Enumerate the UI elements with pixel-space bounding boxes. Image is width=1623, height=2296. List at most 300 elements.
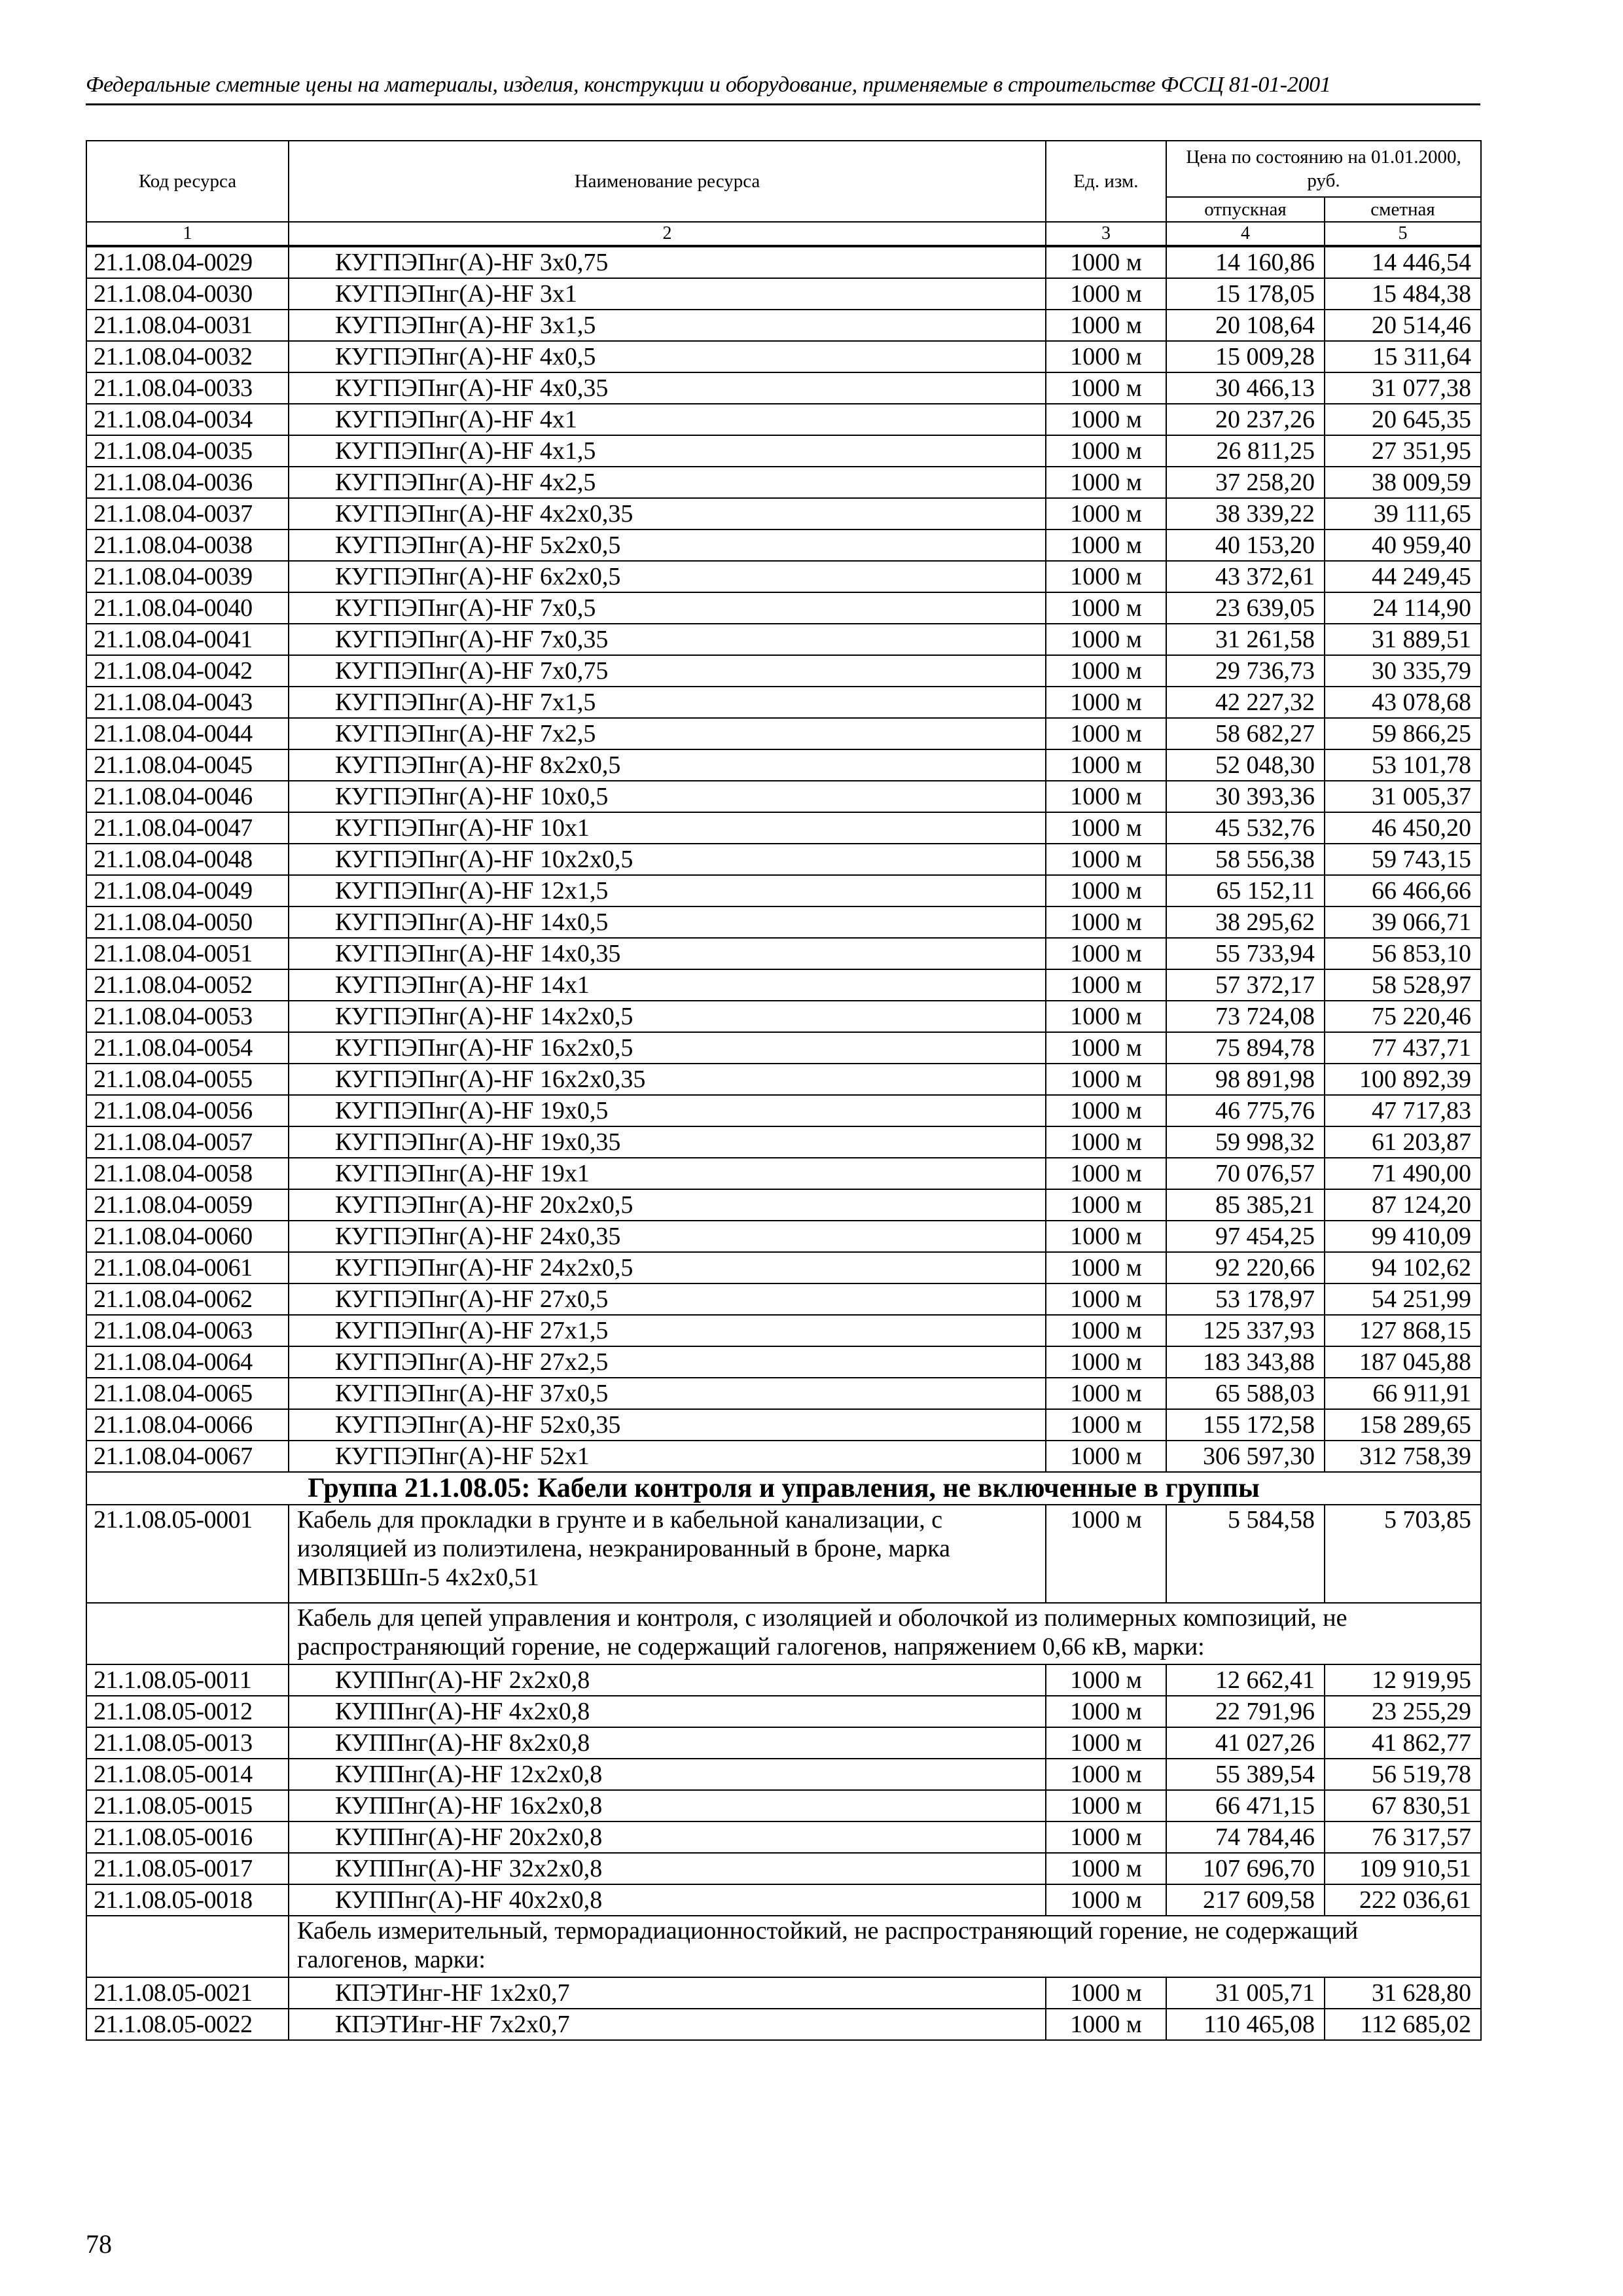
cell-release-price: 58 556,38 xyxy=(1166,844,1325,875)
cell-code: 21.1.08.04-0037 xyxy=(86,498,289,529)
table-row xyxy=(86,906,1481,938)
cell-unit: 1000 м xyxy=(1046,938,1166,969)
cell-unit: 1000 м xyxy=(1046,1158,1166,1189)
section-kpeti-desc xyxy=(86,1916,1481,1977)
cell-release-price: 74 784,46 xyxy=(1166,1821,1325,1853)
cell-code: 21.1.08.05-0012 xyxy=(86,1696,289,1727)
cell-estimate-price: 67 830,51 xyxy=(1325,1790,1481,1821)
cell-name: КУГПЭПнг(А)-HF 7х2,5 xyxy=(289,718,1046,749)
cell-unit: 1000 м xyxy=(1046,1759,1166,1790)
cell-release-price: 59 998,32 xyxy=(1166,1126,1325,1158)
cell-release-price: 53 178,97 xyxy=(1166,1283,1325,1315)
table-row xyxy=(86,1221,1481,1252)
table-row xyxy=(86,278,1481,310)
cell-release-price: 70 076,57 xyxy=(1166,1158,1325,1189)
cell-unit: 1000 м xyxy=(1046,1221,1166,1252)
table-row xyxy=(86,1095,1481,1126)
cell-release-price: 66 471,15 xyxy=(1166,1790,1325,1821)
cell-code: 21.1.08.04-0044 xyxy=(86,718,289,749)
cell-unit: 1000 м xyxy=(1046,1853,1166,1884)
cell-estimate-price: 222 036,61 xyxy=(1325,1884,1481,1916)
cell-estimate-price: 187 045,88 xyxy=(1325,1346,1481,1378)
table-row xyxy=(86,1759,1481,1790)
cell-code: 21.1.08.04-0032 xyxy=(86,341,289,372)
table-row xyxy=(86,1346,1481,1378)
cell-name: КУППнг(А)-HF 8х2х0,8 xyxy=(289,1727,1046,1759)
cell-name: КУГПЭПнг(А)-HF 19х0,35 xyxy=(289,1126,1046,1158)
cell-release-price: 30 466,13 xyxy=(1166,372,1325,404)
cell-name: КУГПЭПнг(А)-HF 6х2х0,5 xyxy=(289,561,1046,592)
cell-name: КУГПЭПнг(А)-HF 10х2х0,5 xyxy=(289,844,1046,875)
cell-name: КУГПЭПнг(А)-HF 16х2х0,35 xyxy=(289,1064,1046,1095)
cell-code: 21.1.08.04-0065 xyxy=(86,1378,289,1409)
cell-unit: 1000 м xyxy=(1046,1001,1166,1032)
cell-code: 21.1.08.04-0050 xyxy=(86,906,289,938)
cell-estimate-price: 87 124,20 xyxy=(1325,1189,1481,1221)
table-row xyxy=(86,1977,1481,2009)
cell-release-price: 30 393,36 xyxy=(1166,781,1325,812)
cell-release-price: 12 662,41 xyxy=(1166,1664,1325,1696)
cell-release-price: 20 237,26 xyxy=(1166,404,1325,435)
cell-unit: 1000 м xyxy=(1046,1664,1166,1696)
section-kpeti xyxy=(86,1977,1481,2040)
cell-code: 21.1.08.04-0064 xyxy=(86,1346,289,1378)
cell-estimate-price: 20 645,35 xyxy=(1325,404,1481,435)
cell-unit: 1000 м xyxy=(1046,278,1166,310)
table-row xyxy=(86,341,1481,372)
cell-release-price: 97 454,25 xyxy=(1166,1221,1325,1252)
cell-code: 21.1.08.04-0035 xyxy=(86,435,289,467)
cell-name: КУГПЭПнг(А)-HF 3х1 xyxy=(289,278,1046,310)
cell-unit: 1000 м xyxy=(1046,246,1166,278)
cell-unit: 1000 м xyxy=(1046,1189,1166,1221)
cell-unit: 1000 м xyxy=(1046,1064,1166,1095)
cell-estimate-price: 54 251,99 xyxy=(1325,1283,1481,1315)
table-row xyxy=(86,404,1481,435)
table-row xyxy=(86,1158,1481,1189)
cell-unit: 1000 м xyxy=(1046,1441,1166,1472)
table-row xyxy=(86,781,1481,812)
col-header-unit: Ед. изм. xyxy=(1046,141,1166,222)
cell-estimate-price: 100 892,39 xyxy=(1325,1064,1481,1095)
cell-empty xyxy=(86,1916,289,1977)
cell-estimate-price: 56 519,78 xyxy=(1325,1759,1481,1790)
table-row xyxy=(86,1378,1481,1409)
page-number: 78 xyxy=(86,2229,112,2259)
table-row xyxy=(86,1001,1481,1032)
cell-unit: 1000 м xyxy=(1046,687,1166,718)
cell-unit: 1000 м xyxy=(1046,310,1166,341)
table-row xyxy=(86,1853,1481,1884)
cell-unit: 1000 м xyxy=(1046,1790,1166,1821)
cell-name: КУГПЭПнг(А)-HF 14х1 xyxy=(289,969,1046,1001)
section-kugpep xyxy=(86,246,1481,1472)
cell-code: 21.1.08.04-0029 xyxy=(86,246,289,278)
cell-code: 21.1.08.04-0057 xyxy=(86,1126,289,1158)
table-row xyxy=(86,1064,1481,1095)
table-row xyxy=(86,467,1481,498)
cell-unit: 1000 м xyxy=(1046,969,1166,1001)
cell-estimate-price: 12 919,95 xyxy=(1325,1664,1481,1696)
cell-estimate-price: 56 853,10 xyxy=(1325,938,1481,969)
cell-code: 21.1.08.05-0001 xyxy=(86,1505,289,1603)
cell-name: КУГПЭПнг(А)-HF 24х0,35 xyxy=(289,1221,1046,1252)
cell-code: 21.1.08.05-0022 xyxy=(86,2009,289,2040)
table-row xyxy=(86,1505,1481,1603)
table-row xyxy=(86,938,1481,969)
table-row xyxy=(86,1727,1481,1759)
cell-code: 21.1.08.04-0059 xyxy=(86,1189,289,1221)
cell-name: КУГПЭПнг(А)-HF 14х2х0,5 xyxy=(289,1001,1046,1032)
cell-release-price: 14 160,86 xyxy=(1166,246,1325,278)
table-row xyxy=(86,592,1481,624)
cell-code: 21.1.08.05-0011 xyxy=(86,1664,289,1696)
cell-code: 21.1.08.04-0051 xyxy=(86,938,289,969)
cell-code: 21.1.08.04-0038 xyxy=(86,529,289,561)
cell-release-price: 22 791,96 xyxy=(1166,1696,1325,1727)
cell-code: 21.1.08.04-0056 xyxy=(86,1095,289,1126)
cell-estimate-price: 53 101,78 xyxy=(1325,749,1481,781)
cell-name: КПЭТИнг-HF 7х2х0,7 xyxy=(289,2009,1046,2040)
cell-release-price: 110 465,08 xyxy=(1166,2009,1325,2040)
table-row xyxy=(86,1126,1481,1158)
cell-estimate-price: 158 289,65 xyxy=(1325,1409,1481,1441)
cell-release-price: 38 295,62 xyxy=(1166,906,1325,938)
cell-estimate-price: 15 311,64 xyxy=(1325,341,1481,372)
cell-code: 21.1.08.04-0060 xyxy=(86,1221,289,1252)
cell-release-price: 38 339,22 xyxy=(1166,498,1325,529)
cell-estimate-price: 77 437,71 xyxy=(1325,1032,1481,1064)
cell-name: КУГПЭПнг(А)-HF 3х0,75 xyxy=(289,246,1046,278)
cell-release-price: 43 372,61 xyxy=(1166,561,1325,592)
cell-code: 21.1.08.04-0053 xyxy=(86,1001,289,1032)
cell-code: 21.1.08.04-0054 xyxy=(86,1032,289,1064)
table-row xyxy=(86,812,1481,844)
cell-code: 21.1.08.04-0033 xyxy=(86,372,289,404)
cell-unit: 1000 м xyxy=(1046,655,1166,687)
col-header-price-group: Цена по состоянию на 01.01.2000, руб. xyxy=(1166,141,1481,197)
cell-estimate-price: 59 743,15 xyxy=(1325,844,1481,875)
cell-release-price: 15 178,05 xyxy=(1166,278,1325,310)
cell-name: КУГПЭПнг(А)-HF 4х2х0,35 xyxy=(289,498,1046,529)
price-table xyxy=(86,140,1482,2041)
table-row xyxy=(86,1252,1481,1283)
cell-unit: 1000 м xyxy=(1046,844,1166,875)
cell-estimate-price: 31 889,51 xyxy=(1325,624,1481,655)
description-row xyxy=(86,1916,1481,1977)
section-kupp xyxy=(86,1664,1481,1916)
col-header-code: Код ресурса xyxy=(86,141,289,222)
cell-unit: 1000 м xyxy=(1046,812,1166,844)
cell-unit: 1000 м xyxy=(1046,1727,1166,1759)
cell-release-price: 46 775,76 xyxy=(1166,1095,1325,1126)
cell-code: 21.1.08.04-0034 xyxy=(86,404,289,435)
cell-unit: 1000 м xyxy=(1046,1696,1166,1727)
cell-unit: 1000 м xyxy=(1046,1126,1166,1158)
cell-estimate-price: 14 446,54 xyxy=(1325,246,1481,278)
cell-release-price: 125 337,93 xyxy=(1166,1315,1325,1346)
cell-release-price: 42 227,32 xyxy=(1166,687,1325,718)
cell-unit: 1000 м xyxy=(1046,372,1166,404)
cell-name: КУППнг(А)-HF 4х2х0,8 xyxy=(289,1696,1046,1727)
cell-name: КУППнг(А)-HF 12х2х0,8 xyxy=(289,1759,1046,1790)
cell-estimate-price: 5 703,85 xyxy=(1325,1505,1481,1603)
cell-release-price: 92 220,66 xyxy=(1166,1252,1325,1283)
cell-unit: 1000 м xyxy=(1046,341,1166,372)
cell-code: 21.1.08.04-0058 xyxy=(86,1158,289,1189)
group-header: Группа 21.1.08.05: Кабели контроля и управления, не включенные в группы xyxy=(86,1472,1481,1505)
table-row xyxy=(86,246,1481,278)
cell-release-price: 58 682,27 xyxy=(1166,718,1325,749)
cell-code: 21.1.08.04-0049 xyxy=(86,875,289,906)
cell-unit: 1000 м xyxy=(1046,404,1166,435)
col-number: 3 xyxy=(1046,222,1166,246)
table-row xyxy=(86,1664,1481,1696)
cell-code: 21.1.08.04-0066 xyxy=(86,1409,289,1441)
table-row xyxy=(86,1884,1481,1916)
cell-release-price: 40 153,20 xyxy=(1166,529,1325,561)
table-row xyxy=(86,1790,1481,1821)
cell-code: 21.1.08.04-0067 xyxy=(86,1441,289,1472)
cell-estimate-price: 75 220,46 xyxy=(1325,1001,1481,1032)
cell-estimate-price: 47 717,83 xyxy=(1325,1095,1481,1126)
cell-unit: 1000 м xyxy=(1046,561,1166,592)
table-row xyxy=(86,1032,1481,1064)
cell-name: КУГПЭПнг(А)-HF 4х1,5 xyxy=(289,435,1046,467)
cell-estimate-price: 71 490,00 xyxy=(1325,1158,1481,1189)
cell-estimate-price: 23 255,29 xyxy=(1325,1696,1481,1727)
table-row xyxy=(86,310,1481,341)
cell-code: 21.1.08.04-0040 xyxy=(86,592,289,624)
cell-estimate-price: 24 114,90 xyxy=(1325,592,1481,624)
table-row xyxy=(86,1409,1481,1441)
cell-name: КУГПЭПнг(А)-HF 14х0,5 xyxy=(289,906,1046,938)
cell-estimate-price: 39 066,71 xyxy=(1325,906,1481,938)
cell-unit: 1000 м xyxy=(1046,1346,1166,1378)
cell-name: КУГПЭПнг(А)-HF 14х0,35 xyxy=(289,938,1046,969)
cell-release-price: 107 696,70 xyxy=(1166,1853,1325,1884)
section-group-0805 xyxy=(86,1472,1481,1664)
table-row xyxy=(86,2009,1481,2040)
description-row xyxy=(86,1603,1481,1664)
cell-estimate-price: 30 335,79 xyxy=(1325,655,1481,687)
cell-estimate-price: 66 911,91 xyxy=(1325,1378,1481,1409)
cell-release-price: 45 532,76 xyxy=(1166,812,1325,844)
cell-release-price: 306 597,30 xyxy=(1166,1441,1325,1472)
cell-unit: 1000 м xyxy=(1046,1095,1166,1126)
cell-name: КУГПЭПнг(А)-HF 7х1,5 xyxy=(289,687,1046,718)
cell-release-price: 155 172,58 xyxy=(1166,1409,1325,1441)
cell-release-price: 73 724,08 xyxy=(1166,1001,1325,1032)
cell-release-price: 55 733,94 xyxy=(1166,938,1325,969)
cell-code: 21.1.08.05-0015 xyxy=(86,1790,289,1821)
cell-code: 21.1.08.04-0041 xyxy=(86,624,289,655)
cell-release-price: 183 343,88 xyxy=(1166,1346,1325,1378)
table-row xyxy=(86,624,1481,655)
cell-estimate-price: 58 528,97 xyxy=(1325,969,1481,1001)
table-row xyxy=(86,655,1481,687)
cell-release-price: 55 389,54 xyxy=(1166,1759,1325,1790)
col-number: 5 xyxy=(1325,222,1481,246)
table-row xyxy=(86,687,1481,718)
cell-empty xyxy=(86,1603,289,1664)
cell-name: КУППнг(А)-HF 16х2х0,8 xyxy=(289,1790,1046,1821)
cell-estimate-price: 15 484,38 xyxy=(1325,278,1481,310)
cell-name: КУГПЭПнг(А)-HF 3х1,5 xyxy=(289,310,1046,341)
cell-name: КУГПЭПнг(А)-HF 52х1 xyxy=(289,1441,1046,1472)
cell-release-price: 41 027,26 xyxy=(1166,1727,1325,1759)
cell-name: КУППнг(А)-HF 40х2х0,8 xyxy=(289,1884,1046,1916)
cell-unit: 1000 м xyxy=(1046,1315,1166,1346)
cell-name: КУГПЭПнг(А)-HF 19х0,5 xyxy=(289,1095,1046,1126)
cell-estimate-price: 312 758,39 xyxy=(1325,1441,1481,1472)
cell-estimate-price: 66 466,66 xyxy=(1325,875,1481,906)
running-header: Федеральные сметные цены на материалы, изделия, конструкции и оборудование, применяемые в строительстве ФССЦ 81-01-2001 xyxy=(86,73,1331,97)
cell-code: 21.1.08.04-0039 xyxy=(86,561,289,592)
table-row xyxy=(86,1283,1481,1315)
cell-code: 21.1.08.04-0047 xyxy=(86,812,289,844)
cell-estimate-price: 94 102,62 xyxy=(1325,1252,1481,1283)
col-number: 2 xyxy=(289,222,1046,246)
cell-estimate-price: 61 203,87 xyxy=(1325,1126,1481,1158)
cell-release-price: 75 894,78 xyxy=(1166,1032,1325,1064)
cell-code: 21.1.08.04-0062 xyxy=(86,1283,289,1315)
cell-unit: 1000 м xyxy=(1046,1821,1166,1853)
cell-release-price: 31 005,71 xyxy=(1166,1977,1325,2009)
cell-code: 21.1.08.04-0061 xyxy=(86,1252,289,1283)
cell-code: 21.1.08.04-0046 xyxy=(86,781,289,812)
cell-release-price: 20 108,64 xyxy=(1166,310,1325,341)
cell-name: КУГПЭПнг(А)-HF 5х2х0,5 xyxy=(289,529,1046,561)
cell-release-price: 31 261,58 xyxy=(1166,624,1325,655)
cell-release-price: 65 152,11 xyxy=(1166,875,1325,906)
cell-name: КУГПЭПнг(А)-HF 4х1 xyxy=(289,404,1046,435)
cell-code: 21.1.08.04-0045 xyxy=(86,749,289,781)
cell-unit: 1000 м xyxy=(1046,1409,1166,1441)
cell-name: КУГПЭПнг(А)-HF 7х0,5 xyxy=(289,592,1046,624)
cell-estimate-price: 99 410,09 xyxy=(1325,1221,1481,1252)
cell-unit: 1000 м xyxy=(1046,467,1166,498)
cell-unit: 1000 м xyxy=(1046,781,1166,812)
cell-code: 21.1.08.04-0052 xyxy=(86,969,289,1001)
table-row xyxy=(86,1441,1481,1472)
cell-code: 21.1.08.04-0055 xyxy=(86,1064,289,1095)
cell-unit: 1000 м xyxy=(1046,1032,1166,1064)
cell-release-price: 5 584,58 xyxy=(1166,1505,1325,1603)
cell-release-price: 26 811,25 xyxy=(1166,435,1325,467)
cell-code: 21.1.08.04-0042 xyxy=(86,655,289,687)
cell-name: КУГПЭПнг(А)-HF 24х2х0,5 xyxy=(289,1252,1046,1283)
cell-estimate-price: 44 249,45 xyxy=(1325,561,1481,592)
cell-unit: 1000 м xyxy=(1046,718,1166,749)
table-row xyxy=(86,529,1481,561)
cell-unit: 1000 м xyxy=(1046,2009,1166,2040)
column-numbers-row xyxy=(86,222,1481,246)
col-number: 1 xyxy=(86,222,289,246)
cell-name: КУГПЭПнг(А)-HF 27х2,5 xyxy=(289,1346,1046,1378)
cell-name: КУГПЭПнг(А)-HF 8х2х0,5 xyxy=(289,749,1046,781)
cell-estimate-price: 76 317,57 xyxy=(1325,1821,1481,1853)
cell-name: КУППнг(А)-HF 32х2х0,8 xyxy=(289,1853,1046,1884)
cell-name: КУППнг(А)-HF 2х2х0,8 xyxy=(289,1664,1046,1696)
table-row xyxy=(86,561,1481,592)
cell-unit: 1000 м xyxy=(1046,624,1166,655)
cell-unit: 1000 м xyxy=(1046,435,1166,467)
table-row xyxy=(86,498,1481,529)
cell-code: 21.1.08.05-0014 xyxy=(86,1759,289,1790)
table-row xyxy=(86,1696,1481,1727)
cell-name: КУГПЭПнг(А)-HF 4х0,35 xyxy=(289,372,1046,404)
table-row xyxy=(86,435,1481,467)
cell-estimate-price: 31 005,37 xyxy=(1325,781,1481,812)
cell-code: 21.1.08.04-0043 xyxy=(86,687,289,718)
cell-release-price: 65 588,03 xyxy=(1166,1378,1325,1409)
cell-name: КУППнг(А)-HF 20х2х0,8 xyxy=(289,1821,1046,1853)
cell-estimate-price: 31 628,80 xyxy=(1325,1977,1481,2009)
cell-unit: 1000 м xyxy=(1046,1505,1166,1603)
table-row xyxy=(86,1189,1481,1221)
cell-release-price: 29 736,73 xyxy=(1166,655,1325,687)
cell-unit: 1000 м xyxy=(1046,529,1166,561)
cell-estimate-price: 46 450,20 xyxy=(1325,812,1481,844)
cell-estimate-price: 40 959,40 xyxy=(1325,529,1481,561)
cell-code: 21.1.08.04-0048 xyxy=(86,844,289,875)
cell-code: 21.1.08.04-0063 xyxy=(86,1315,289,1346)
cell-estimate-price: 43 078,68 xyxy=(1325,687,1481,718)
cell-name: КУГПЭПнг(А)-HF 52х0,35 xyxy=(289,1409,1046,1441)
cell-unit: 1000 м xyxy=(1046,749,1166,781)
table-row xyxy=(86,718,1481,749)
cell-release-price: 217 609,58 xyxy=(1166,1884,1325,1916)
table-row xyxy=(86,844,1481,875)
cell-code: 21.1.08.04-0031 xyxy=(86,310,289,341)
cell-estimate-price: 20 514,46 xyxy=(1325,310,1481,341)
cell-name: КУГПЭПнг(А)-HF 37х0,5 xyxy=(289,1378,1046,1409)
cell-name: КУГПЭПнг(А)-HF 27х0,5 xyxy=(289,1283,1046,1315)
cell-estimate-price: 109 910,51 xyxy=(1325,1853,1481,1884)
col-number: 4 xyxy=(1166,222,1325,246)
cell-name: Кабель для прокладки в грунте и в кабельной канализации, с изоляцией из полиэтилена, неэкранированный в броне, марка МВПЗБШп-5 4х2х0,51 xyxy=(289,1505,1046,1603)
cell-unit: 1000 м xyxy=(1046,1378,1166,1409)
table-row xyxy=(86,1821,1481,1853)
cell-name: КУГПЭПнг(А)-HF 16х2х0,5 xyxy=(289,1032,1046,1064)
cell-release-price: 52 048,30 xyxy=(1166,749,1325,781)
cell-code: 21.1.08.04-0030 xyxy=(86,278,289,310)
col-header-release: отпускная xyxy=(1166,197,1325,222)
cell-code: 21.1.08.04-0036 xyxy=(86,467,289,498)
table-row xyxy=(86,372,1481,404)
cell-unit: 1000 м xyxy=(1046,1283,1166,1315)
table-row xyxy=(86,749,1481,781)
cell-estimate-price: 31 077,38 xyxy=(1325,372,1481,404)
table-row xyxy=(86,969,1481,1001)
cell-unit: 1000 м xyxy=(1046,875,1166,906)
cell-name: КУГПЭПнг(А)-HF 10х1 xyxy=(289,812,1046,844)
cell-unit: 1000 м xyxy=(1046,1252,1166,1283)
cell-code: 21.1.08.05-0018 xyxy=(86,1884,289,1916)
cell-code: 21.1.08.05-0021 xyxy=(86,1977,289,2009)
cell-unit: 1000 м xyxy=(1046,592,1166,624)
cell-name: КУГПЭПнг(А)-HF 10х0,5 xyxy=(289,781,1046,812)
col-header-estimate: сметная xyxy=(1325,197,1481,222)
description-text: Кабель для цепей управления и контроля, с изоляцией и оболочкой из полимерных композиций, не распространяющий горение, не содержащий галогенов, напряжением 0,66 кВ, марки: xyxy=(289,1603,1481,1664)
cell-code: 21.1.08.05-0013 xyxy=(86,1727,289,1759)
cell-name: КУГПЭПнг(А)-HF 20х2х0,5 xyxy=(289,1189,1046,1221)
description-text: Кабель измерительный, терморадиационностойкий, не распространяющий горение, не содержащий галогенов, марки: xyxy=(289,1916,1481,1977)
cell-name: КУГПЭПнг(А)-HF 4х0,5 xyxy=(289,341,1046,372)
col-header-name: Наименование ресурса xyxy=(289,141,1046,222)
cell-name: КУГПЭПнг(А)-HF 19х1 xyxy=(289,1158,1046,1189)
